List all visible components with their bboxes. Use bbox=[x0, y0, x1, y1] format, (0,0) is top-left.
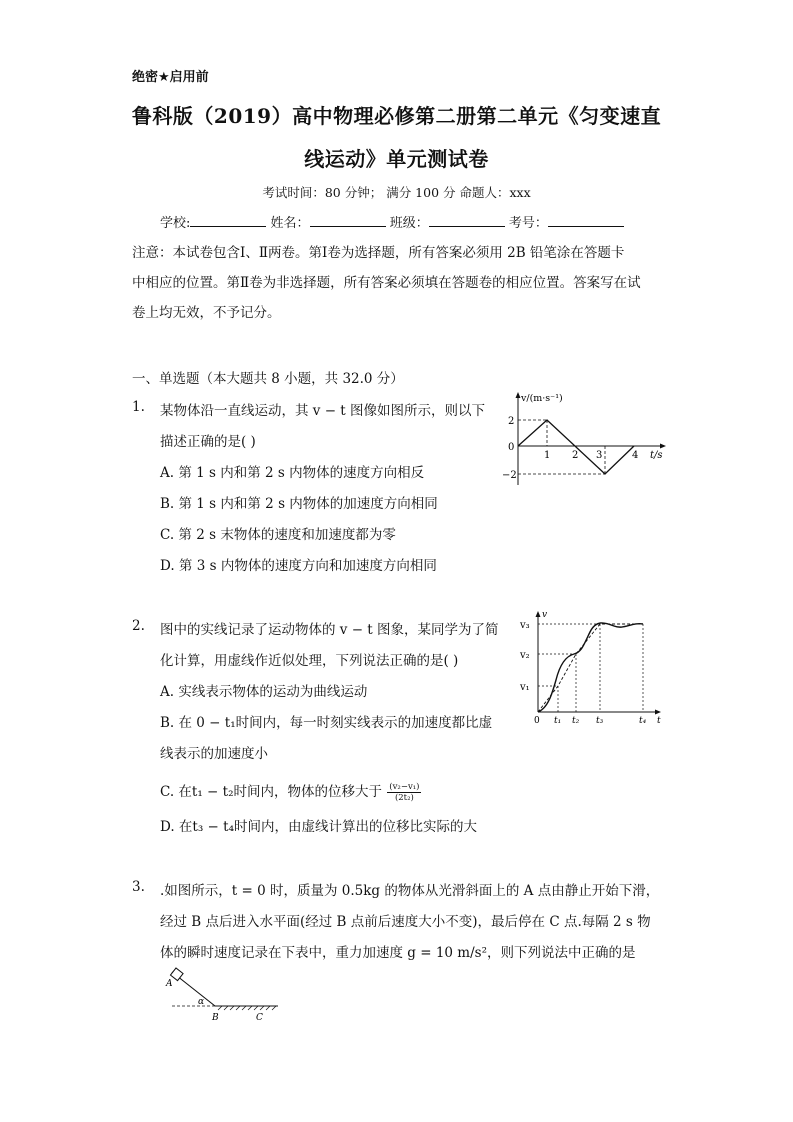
school-blank[interactable] bbox=[190, 213, 266, 227]
q2-frac-den: (2t₂) bbox=[394, 793, 414, 803]
name-blank[interactable] bbox=[310, 213, 386, 227]
q2-option-b-cont: 线表示的加速度小 bbox=[160, 746, 268, 762]
field-label-number: 考号： bbox=[508, 216, 548, 231]
q1-ytick-0: 0 bbox=[508, 442, 515, 453]
field-label-name: 姓名： bbox=[270, 216, 310, 231]
q3-text-line3: 体的瞬时速度记录在下表中，重力加速度 g = 10 m/s²，则下列说法中正确的是 bbox=[160, 945, 636, 961]
student-fields bbox=[160, 212, 624, 231]
q1-number: 1. bbox=[132, 399, 145, 415]
q1-xtick-2: 2 bbox=[572, 450, 579, 461]
q3-text-line2: 经过 B 点后进入水平面(经过 B 点前后速度大小不变)，最后停在 C 点.每隔 2 s 物 bbox=[160, 914, 651, 930]
q2-option-c-text: C. 在t₁ − t₂时间内，物体的位移大于 bbox=[160, 784, 382, 800]
q1-option-b[interactable]: B. 第 1 s 内和第 2 s 内物体的加速度方向相同 bbox=[160, 496, 438, 512]
note-line3: 卷上均无效，不予记分。 bbox=[132, 305, 281, 321]
q2-xtick-t1: t₁ bbox=[554, 716, 562, 726]
q1-xlabel: t/s bbox=[650, 450, 663, 461]
q3-text-line1: .如图所示，t = 0 时，质量为 0.5kg 的物体从光滑斜面上的 A 点由静止开始下滑， bbox=[160, 883, 660, 899]
q2-vt-graph bbox=[518, 608, 668, 728]
q1-ytick-neg2: −2 bbox=[502, 470, 517, 481]
q2-xtick-t2: t₂ bbox=[572, 716, 580, 726]
exam-title-line1: 鲁科版（2019）高中物理必修第二册第二单元《匀变速直 bbox=[131, 104, 662, 128]
q2-ytick-v1: v₁ bbox=[520, 682, 530, 693]
q3-incline-diagram bbox=[160, 962, 290, 1032]
q3-label-c: C bbox=[256, 1013, 263, 1023]
q2-xtick-t4: t₄ bbox=[639, 716, 647, 726]
q2-ytick-v2: v₂ bbox=[520, 650, 530, 661]
q2-option-c-fraction bbox=[387, 782, 421, 803]
class-blank[interactable] bbox=[429, 213, 505, 227]
q2-xtick-t3: t₃ bbox=[596, 716, 604, 726]
note-line1: 注意：本试卷包含Ⅰ、Ⅱ两卷。第Ⅰ卷为选择题，所有答案必须用 2B 铅笔涂在答题卡 bbox=[132, 245, 625, 261]
q2-option-c[interactable] bbox=[160, 780, 421, 803]
q1-xtick-3: 3 bbox=[596, 450, 603, 461]
q1-xtick-1: 1 bbox=[544, 450, 551, 461]
q2-text-line1: 图中的实线记录了运动物体的 v − t 图象，某同学为了简 bbox=[160, 622, 499, 638]
q1-text-line2: 描述正确的是( ) bbox=[160, 434, 256, 450]
confidential-mark: 绝密★启用前 bbox=[132, 70, 209, 85]
q2-xlabel: t bbox=[657, 716, 661, 726]
q1-option-c[interactable]: C. 第 2 s 末物体的速度和加速度都为零 bbox=[160, 527, 396, 543]
q1-xtick-4: 4 bbox=[632, 450, 639, 461]
exam-info: 考试时间：80 分钟； 满分 100 分 命题人：xxx bbox=[262, 185, 531, 200]
q2-option-a[interactable]: A. 实线表示物体的运动为曲线运动 bbox=[160, 684, 368, 700]
q3-number: 3. bbox=[132, 879, 145, 895]
q1-velocity-line bbox=[518, 420, 634, 474]
q1-vt-graph bbox=[500, 390, 670, 490]
note-line2: 中相应的位置。第Ⅱ卷为非选择题，所有答案必须填在答题卷的相应位置。答案写在试 bbox=[132, 275, 641, 291]
q2-option-b[interactable]: B. 在 0 − t₁时间内，每一时刻实线表示的加速度都比虚 bbox=[160, 715, 493, 731]
q2-ylabel: v bbox=[542, 610, 548, 620]
field-label-class: 班级： bbox=[389, 216, 429, 231]
q1-y-arrow bbox=[516, 392, 521, 398]
q3-label-alpha: α bbox=[198, 997, 205, 1007]
q2-dashed-approx bbox=[538, 624, 643, 712]
q1-ylabel: v/(m·s⁻¹) bbox=[521, 393, 563, 404]
field-label-school: 学校: bbox=[160, 216, 191, 231]
q1-option-d[interactable]: D. 第 3 s 内物体的速度方向和加速度方向相同 bbox=[160, 558, 437, 574]
q2-ytick-v3: v₃ bbox=[520, 620, 530, 631]
number-blank[interactable] bbox=[548, 213, 624, 227]
q2-frac-num: (v₂−v₁) bbox=[389, 782, 420, 792]
q3-ground-hatch bbox=[218, 1006, 276, 1010]
q1-x-arrow bbox=[660, 444, 666, 449]
q1-option-a[interactable]: A. 第 1 s 内和第 2 s 内物体的速度方向相反 bbox=[160, 465, 425, 481]
section-heading-single-choice: 一、单选题（本大题共 8 小题，共 32.0 分） bbox=[132, 371, 404, 387]
q3-label-a: A bbox=[166, 979, 173, 989]
q2-option-d[interactable]: D. 在t₃ − t₄时间内，由虚线计算出的位移比实际的大 bbox=[160, 819, 477, 835]
q2-number: 2. bbox=[132, 618, 145, 634]
q1-text-line1: 某物体沿一直线运动，其 v − t 图像如图所示，则以下 bbox=[160, 403, 486, 419]
exam-title-line2: 线运动》单元测试卷 bbox=[304, 147, 489, 171]
q3-label-b: B bbox=[212, 1013, 219, 1023]
q2-text-line2: 化计算，用虚线作近似处理，下列说法正确的是( ) bbox=[160, 653, 459, 669]
q1-ytick-2: 2 bbox=[508, 416, 515, 427]
q2-xtick-0: 0 bbox=[534, 716, 540, 726]
